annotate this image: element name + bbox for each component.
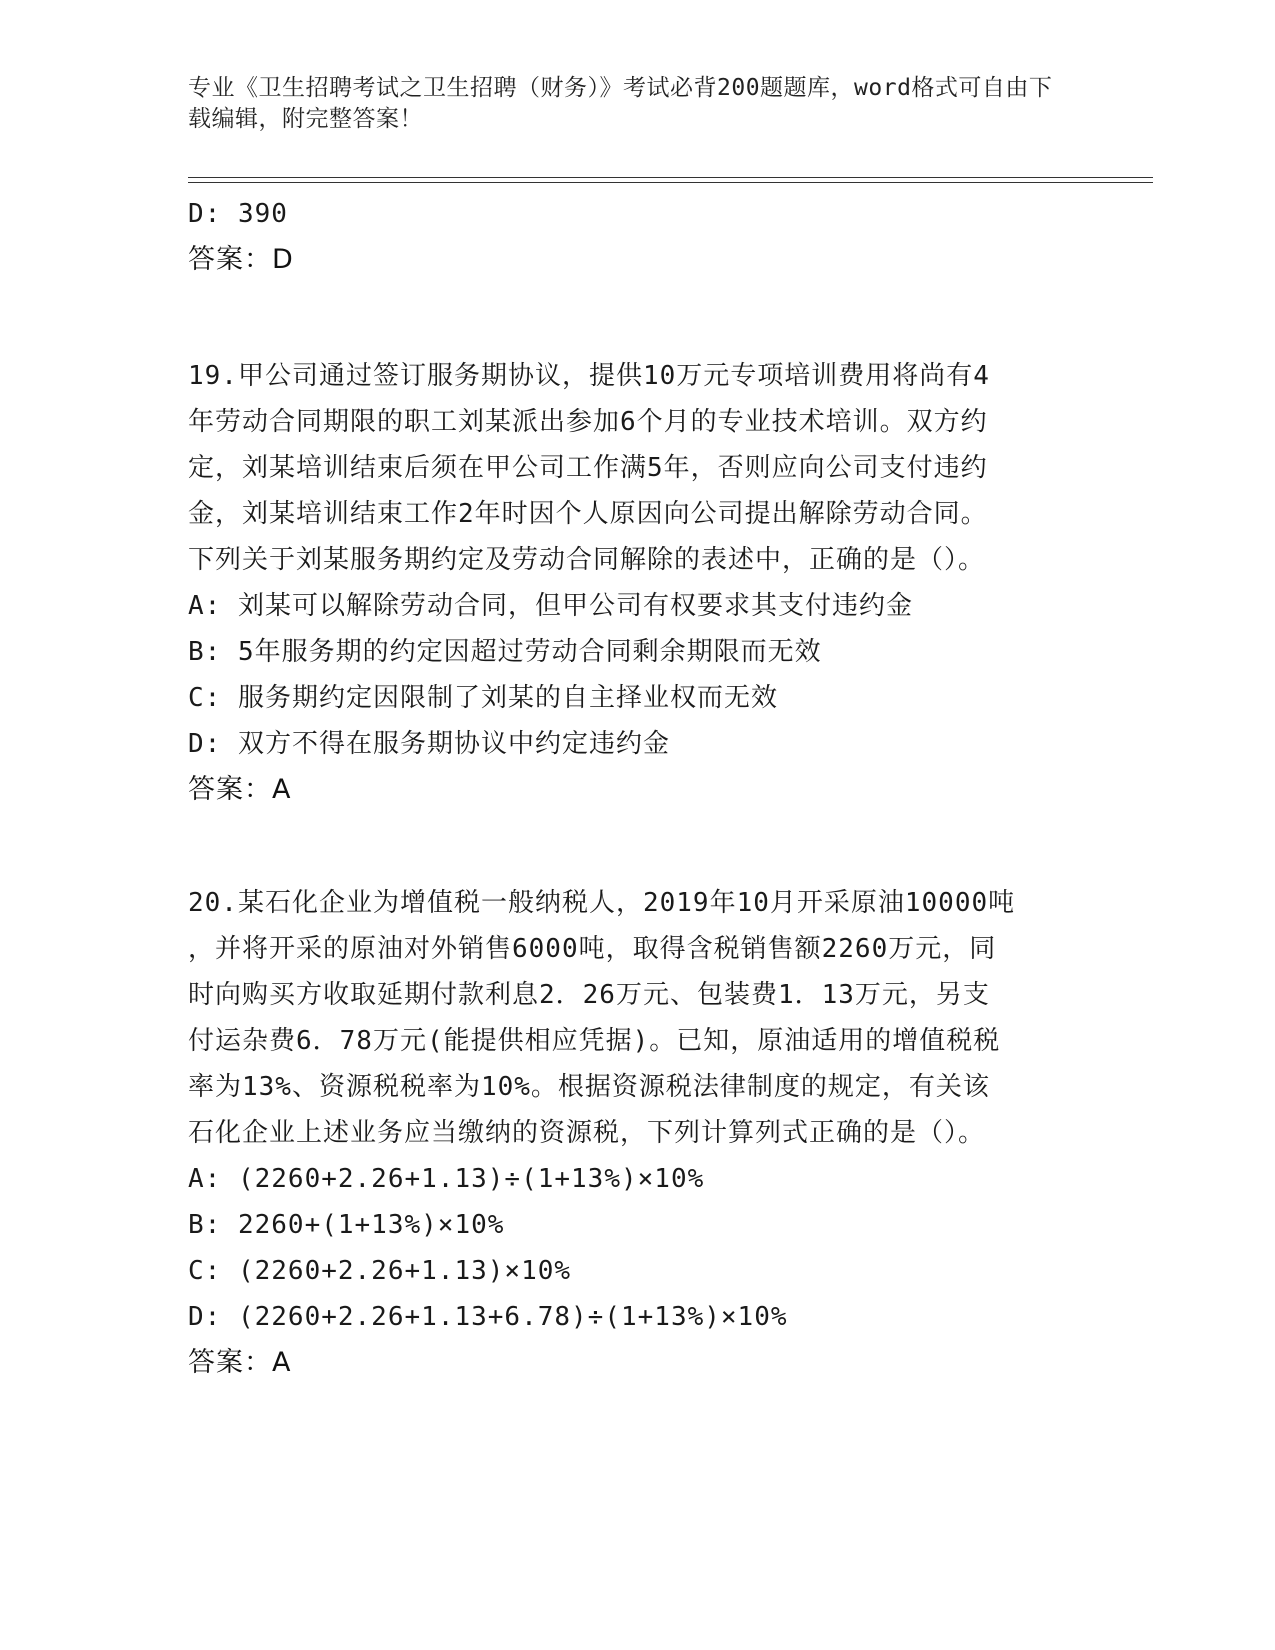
- question-stem-line: 时向购买方收取延期付款利息2．26万元、包装费1．13万元，另支: [188, 980, 990, 1010]
- question-stem-line: ，并将开采的原油对外销售6000吨，取得含税销售额2260万元，同: [188, 934, 997, 964]
- spacer: [188, 813, 1088, 880]
- question-stem-line: 19.甲公司通过签订服务期协议，提供10万元专项培训费用将尚有4: [188, 361, 990, 391]
- question-stem-line: 定，刘某培训结束后须在甲公司工作满5年，否则应向公司支付违约: [188, 453, 988, 483]
- answer: 答案：A: [188, 1347, 292, 1378]
- answer: 答案：A: [188, 774, 292, 805]
- document-body: [188, 191, 1088, 1386]
- question-stem-line: 金，刘某培训结束工作2年时因个人原因向公司提出解除劳动合同。: [188, 499, 988, 529]
- question-stem-line: 下列关于刘某服务期约定及劳动合同解除的表述中，正确的是（）。: [188, 545, 986, 575]
- header-rule-top: [188, 177, 1153, 178]
- option-a: A: 刘某可以解除劳动合同，但甲公司有权要求其支付违约金: [188, 591, 913, 621]
- document-header: 专业《卫生招聘考试之卫生招聘（财务）》考试必背200题题库，word格式可自由下载编辑，附完整答案！: [188, 75, 1053, 132]
- question-stem-line: 石化企业上述业务应当缴纳的资源税，下列计算列式正确的是（）。: [188, 1118, 986, 1148]
- question-stem-line: 付运杂费6．78万元(能提供相应凭据)。已知，原油适用的增值税税: [188, 1026, 1001, 1056]
- question-stem-line: 年劳动合同期限的职工刘某派出参加6个月的专业技术培训。双方约: [188, 407, 988, 437]
- option-a: A: (2260+2.26+1.13)÷(1+13%)×10%: [188, 1164, 705, 1194]
- option-d: D: (2260+2.26+1.13+6.78)÷(1+13%)×10%: [188, 1302, 788, 1332]
- option-c: C: (2260+2.26+1.13)×10%: [188, 1256, 572, 1286]
- prev-question-tail: [188, 191, 1088, 283]
- question-20: [188, 880, 1088, 1386]
- option-b: B: 2260+(1+13%)×10%: [188, 1210, 505, 1240]
- question-stem-line: 率为13%、资源税税率为10%。根据资源税法律制度的规定，有关该: [188, 1072, 990, 1102]
- option-b: B: 5年服务期的约定因超过劳动合同剩余期限而无效: [188, 637, 822, 667]
- spacer: [188, 283, 1088, 353]
- option-d: D: 双方不得在服务期协议中约定违约金: [188, 729, 670, 759]
- question-19: [188, 353, 1088, 813]
- answer: 答案：D: [188, 244, 294, 275]
- option-c: C: 服务期约定因限制了刘某的自主择业权而无效: [188, 683, 778, 713]
- question-stem-line: 20.某石化企业为增值税一般纳税人，2019年10月开采原油10000吨: [188, 888, 1016, 918]
- header-rule-bottom: [188, 182, 1153, 183]
- option-d: D: 390: [188, 199, 288, 229]
